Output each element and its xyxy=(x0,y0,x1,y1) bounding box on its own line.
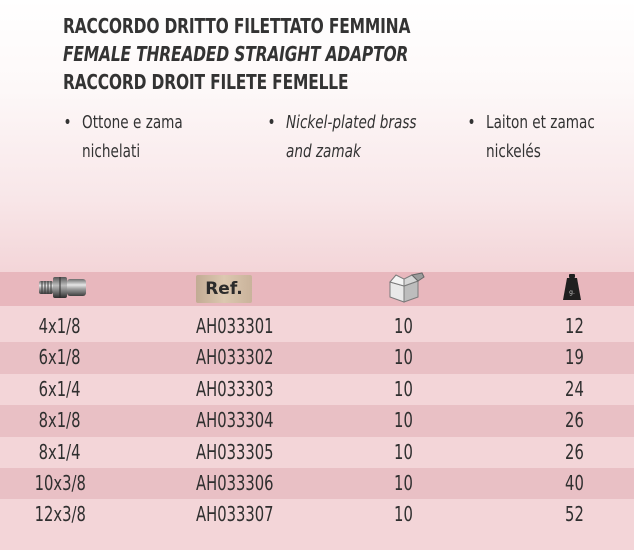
weight-cell: 24 xyxy=(564,376,584,401)
table-row xyxy=(0,374,634,405)
table-row xyxy=(0,311,634,342)
feature-italian-line2: nichelati xyxy=(82,141,141,162)
bullet-icon: • xyxy=(467,112,476,133)
bullet-icon: • xyxy=(267,112,276,133)
feature-list xyxy=(0,108,634,168)
qty-cell: 10 xyxy=(393,470,413,495)
product-table xyxy=(0,311,634,531)
weight-cell: 19 xyxy=(564,345,584,370)
ref-cell: AH033307 xyxy=(196,502,274,527)
ref-cell: AH033306 xyxy=(196,470,274,495)
ref-cell: AH033304 xyxy=(196,408,274,433)
feature-english xyxy=(267,108,417,166)
feature-italian-line1: Ottone e zama xyxy=(82,112,183,133)
table-row xyxy=(0,499,634,530)
size-cell: 4x1/8 xyxy=(39,314,81,338)
weight-cell: 26 xyxy=(564,439,584,464)
title-english: FEMALE THREADED STRAIGHT ADAPTOR xyxy=(63,42,409,66)
size-cell: 10x3/8 xyxy=(34,470,86,495)
size-cell: 6x1/8 xyxy=(39,345,81,370)
feature-english-line1: Nickel-plated brass xyxy=(286,112,417,133)
weight-cell: 40 xyxy=(564,470,584,495)
size-cell: 12x3/8 xyxy=(34,502,86,527)
size-cell: 8x1/4 xyxy=(39,439,81,464)
qty-cell: 10 xyxy=(393,314,413,338)
weight-cell: 26 xyxy=(564,408,584,433)
table-row xyxy=(0,468,634,499)
qty-cell: 10 xyxy=(393,408,413,433)
table-row xyxy=(0,437,634,468)
feature-english-line2: and zamak xyxy=(286,141,361,162)
title-french: RACCORD DROIT FILETE FEMELLE xyxy=(63,70,349,94)
ref-cell: AH033301 xyxy=(196,314,274,338)
feature-french-line1: Laiton et zamac xyxy=(486,112,595,133)
ref-cell: AH033305 xyxy=(196,439,274,464)
table-header xyxy=(0,272,634,306)
qty-cell: 10 xyxy=(393,502,413,527)
ref-cell: AH033302 xyxy=(196,345,274,370)
feature-french-line2: nickelés xyxy=(486,141,541,162)
title-italian: RACCORDO DRITTO FILETTATO FEMMINA xyxy=(63,14,411,38)
weight-icon xyxy=(561,272,583,302)
size-cell: 8x1/8 xyxy=(39,408,81,433)
weight-cell: 12 xyxy=(564,314,584,338)
qty-cell: 10 xyxy=(393,376,413,401)
threaded-fitting-icon xyxy=(38,275,88,300)
ref-cell: AH033303 xyxy=(196,376,274,401)
ref-column-label: Ref. xyxy=(196,275,252,303)
feature-italian xyxy=(63,108,183,166)
table-row xyxy=(0,342,634,373)
title-block xyxy=(63,12,623,96)
table-row xyxy=(0,405,634,436)
feature-french xyxy=(467,108,595,166)
svg-text:g.: g. xyxy=(569,289,575,296)
qty-cell: 10 xyxy=(393,345,413,370)
bullet-icon: • xyxy=(63,112,72,133)
weight-cell: 52 xyxy=(564,502,584,527)
size-cell: 6x1/4 xyxy=(39,376,81,401)
box-icon xyxy=(386,272,426,304)
qty-cell: 10 xyxy=(393,439,413,464)
